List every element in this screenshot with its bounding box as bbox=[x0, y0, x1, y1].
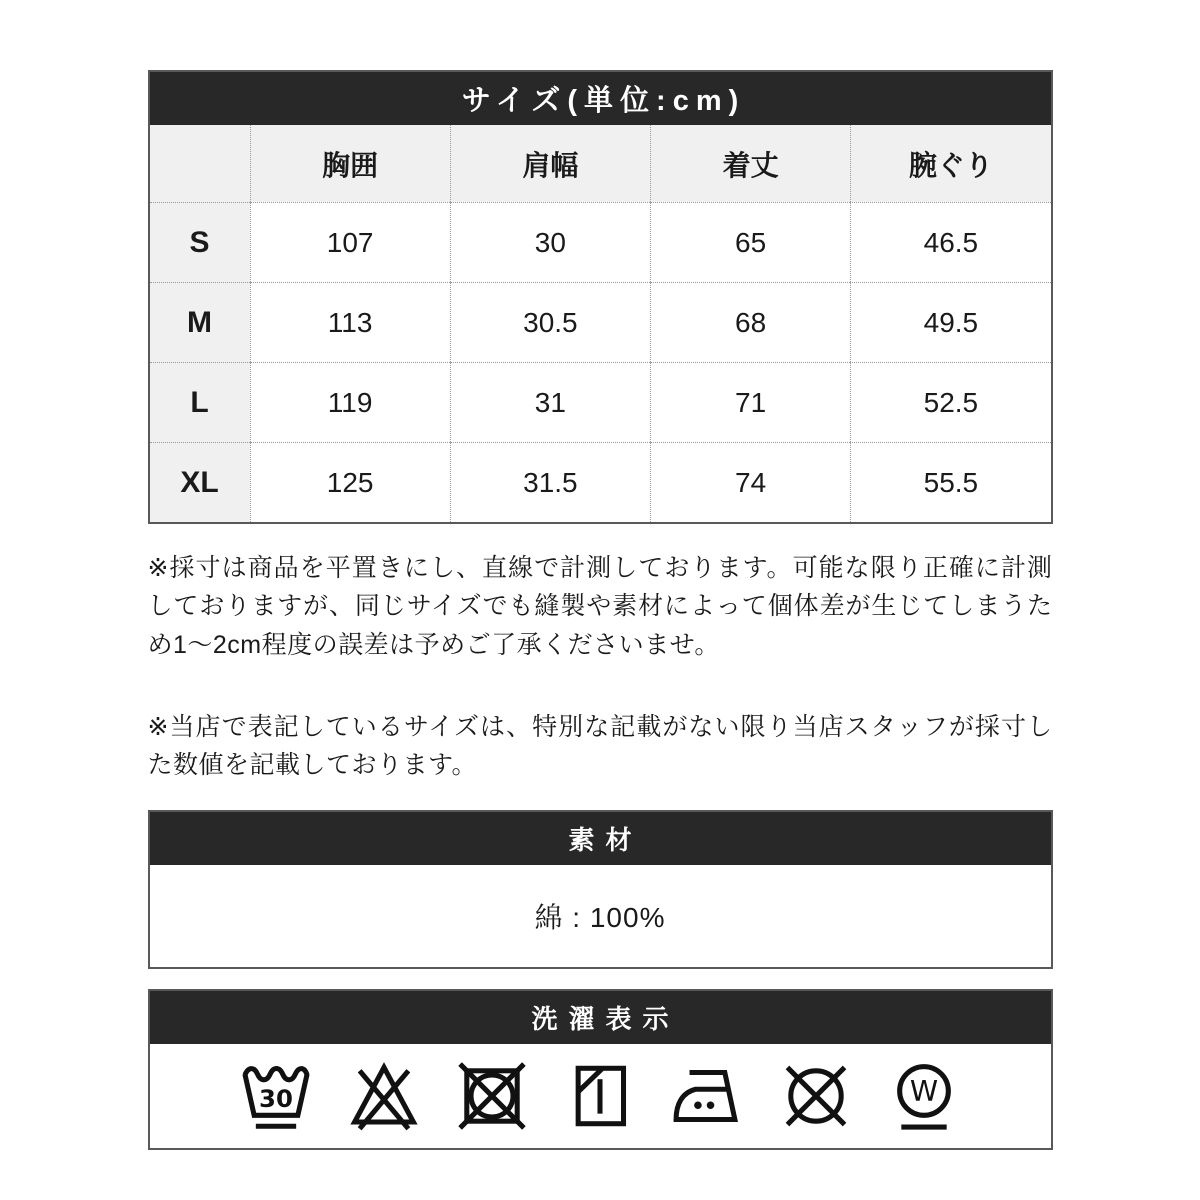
do-not-tumble-dry-icon bbox=[450, 1054, 534, 1138]
column-header-chest: 胸囲 bbox=[250, 125, 450, 202]
line-dry-in-shade-icon bbox=[558, 1054, 642, 1138]
measurement-note: ※採寸は商品を平置きにし、直線で計測しております。可能な限り正確に計測しておりますが、同じサイズでも縫製や素材によって個体差が生じてしまうため1〜2cm程度の誤差は予めご了承くださいませ。 bbox=[147, 554, 1053, 659]
row-label-xl: XL bbox=[150, 442, 250, 522]
cell-l-shoulder: 31 bbox=[450, 362, 650, 442]
corner-cell bbox=[150, 125, 250, 202]
cell-s-armhole: 46.5 bbox=[850, 202, 1050, 282]
material-section-title: 素材 bbox=[150, 812, 1051, 865]
cell-s-chest: 107 bbox=[250, 202, 450, 282]
do-not-bleach-icon bbox=[342, 1054, 426, 1138]
row-label-m: M bbox=[150, 282, 250, 362]
cell-xl-shoulder: 31.5 bbox=[450, 442, 650, 522]
size-table bbox=[148, 70, 1053, 524]
cell-xl-armhole: 55.5 bbox=[850, 442, 1050, 522]
do-not-dry-clean-icon bbox=[774, 1054, 858, 1138]
cell-m-armhole: 49.5 bbox=[850, 282, 1050, 362]
wash-30-gentle-icon bbox=[234, 1054, 318, 1138]
material-value: 綿 : 100% bbox=[150, 865, 1051, 967]
cell-xl-length: 74 bbox=[650, 442, 850, 522]
svg-text:W: W bbox=[909, 1074, 939, 1109]
cell-s-shoulder: 30 bbox=[450, 202, 650, 282]
wet-clean-gentle-icon bbox=[882, 1054, 966, 1138]
cell-xl-chest: 125 bbox=[250, 442, 450, 522]
iron-medium-icon bbox=[666, 1054, 750, 1138]
laundry-section bbox=[148, 989, 1053, 1150]
size-table-grid bbox=[150, 125, 1051, 522]
material-section bbox=[148, 810, 1053, 969]
cell-l-chest: 119 bbox=[250, 362, 450, 442]
column-header-shoulder: 肩幅 bbox=[450, 125, 650, 202]
cell-s-length: 65 bbox=[650, 202, 850, 282]
row-label-s: S bbox=[150, 202, 250, 282]
product-spec-page bbox=[148, 0, 1053, 1150]
laundry-section-title: 洗濯表示 bbox=[150, 991, 1051, 1044]
staff-sizing-note: ※当店で表記しているサイズは、特別な記載がない限り当店スタッフが採寸した数値を記載しております。 bbox=[147, 712, 1053, 779]
row-label-l: L bbox=[150, 362, 250, 442]
column-header-armhole: 腕ぐり bbox=[850, 125, 1050, 202]
column-header-length: 着丈 bbox=[650, 125, 850, 202]
cell-l-armhole: 52.5 bbox=[850, 362, 1050, 442]
svg-text:30: 30 bbox=[259, 1084, 293, 1114]
cell-l-length: 71 bbox=[650, 362, 850, 442]
cell-m-length: 68 bbox=[650, 282, 850, 362]
cell-m-chest: 113 bbox=[250, 282, 450, 362]
cell-m-shoulder: 30.5 bbox=[450, 282, 650, 362]
size-table-title: サイズ(単位:cm) bbox=[150, 72, 1051, 125]
laundry-icons-row bbox=[150, 1044, 1051, 1148]
